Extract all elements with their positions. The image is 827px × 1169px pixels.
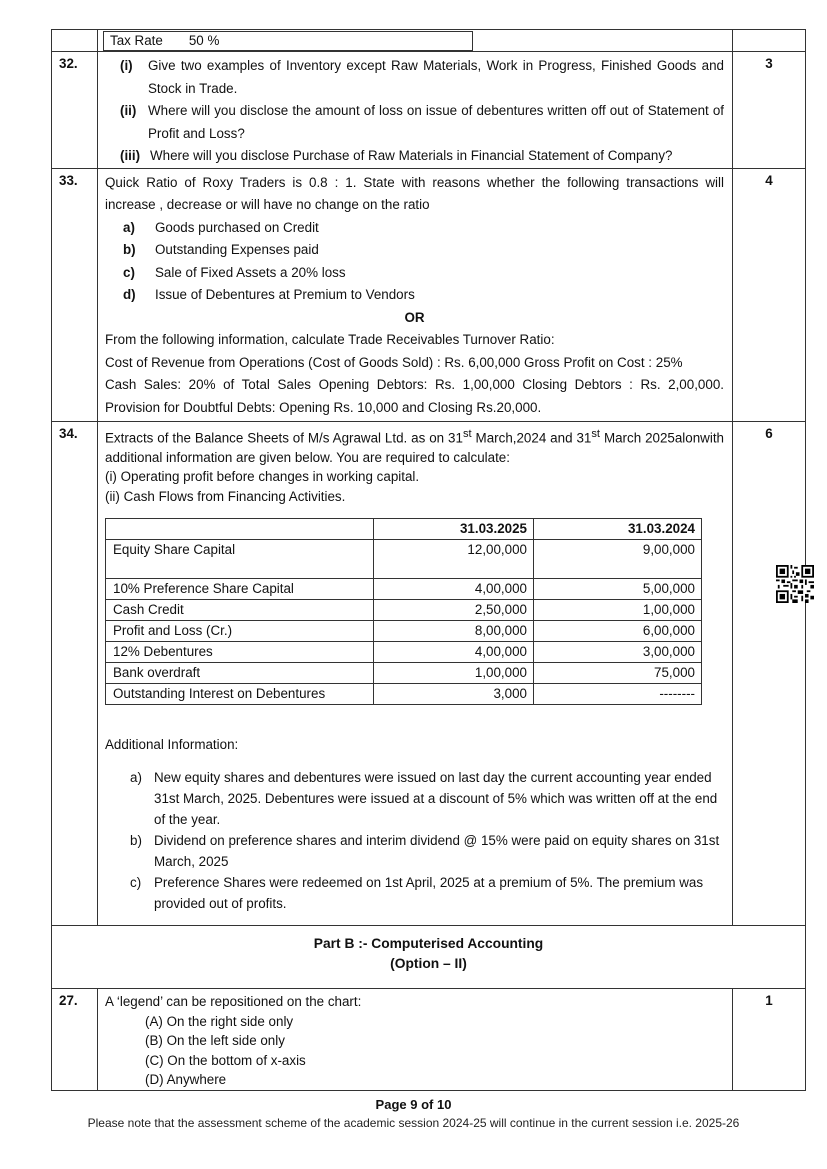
- q32-item-ii: (ii) Where will you disclose the amount of loss on issue of debentures written off out of Statement of Profit and Loss?: [120, 103, 724, 141]
- q33-alt-intro: From the following information, calculate Trade Receivables Turnover Ratio:: [105, 332, 555, 347]
- question-32-row: [52, 52, 806, 169]
- q33-item-d: d) Issue of Debentures at Premium to Vendors: [123, 287, 415, 302]
- part-b-row: [52, 926, 806, 989]
- balance-sheet-table: [105, 518, 702, 705]
- table-row: Profit and Loss (Cr.) 8,00,000 6,00,000: [106, 621, 702, 642]
- page-number: Page 9 of 10: [375, 1097, 452, 1112]
- q33-alt-line1: Cost of Revenue from Operations (Cost of Goods Sold) : Rs. 6,00,000 Gross Profit on Cost : 25%: [105, 354, 683, 370]
- q33-alt-line2: Cash Sales: 20% of Total Sales Opening Debtors: Rs. 1,00,000 Closing Debtors : Rs. 2,00,000. Provision for Doubtful Debts: Opening Rs. 10,000 and Closing Rs.20,000.: [105, 377, 724, 415]
- question-number: 27.: [52, 989, 98, 1091]
- question-marks: 6: [733, 422, 806, 926]
- additional-info-item: b) Dividend on preference shares and interim dividend @ 15% were paid on equity shares on 31st March, 2025: [130, 832, 720, 869]
- additional-info-item: c) Preference Shares were redeemed on 1st April, 2025 at a premium of 5%. The premium was provided out of profits.: [130, 874, 704, 911]
- question-marks: 4: [733, 168, 806, 422]
- question-27-row: [52, 989, 806, 1091]
- q32-item-iii: (iii) Where will you disclose Purchase of Raw Materials in Financial Statement of Company?: [120, 148, 673, 163]
- q27-options: [105, 1012, 724, 1090]
- q33-item-c: c) Sale of Fixed Assets a 20% loss: [123, 264, 346, 280]
- footer-note: Please note that the assessment scheme of the academic session 2024-25 will continue in the current session i.e. 2025-26: [87, 1116, 740, 1130]
- option-d: (D) Anywhere: [145, 1072, 227, 1087]
- option-c: (C) On the bottom of x-axis: [145, 1052, 306, 1068]
- part-b-header: [52, 926, 806, 989]
- question-33-row: [52, 168, 806, 422]
- question-27-body: [98, 989, 733, 1091]
- tax-rate-label: Tax Rate: [110, 33, 163, 48]
- col-2025: 31.03.2025: [374, 519, 534, 540]
- question-number: 32.: [52, 52, 98, 169]
- q32-item-i: (i) Give two examples of Inventory except Raw Materials, Work in Progress, Finished Goods and Stock in Trade.: [120, 58, 724, 96]
- question-table: [51, 29, 806, 1091]
- question-number: 34.: [52, 422, 98, 926]
- table-row: Outstanding Interest on Debentures 3,000 --------: [106, 684, 702, 705]
- table-row: Equity Share Capital 12,00,000 9,00,000: [106, 540, 702, 579]
- q34-requirement-2: (ii) Cash Flows from Financing Activities.: [105, 488, 346, 504]
- qr-code-icon: [776, 565, 814, 603]
- or-separator: OR: [404, 309, 425, 325]
- col-2024: 31.03.2024: [534, 519, 702, 540]
- question-marks: 3: [733, 52, 806, 169]
- question-marks: 1: [733, 989, 806, 1091]
- question-34-body: [98, 422, 733, 926]
- q34-intro: Extracts of the Balance Sheets of M/s Agrawal Ltd. as on 31st March,2024 and 31st March 2025alonwith additional information are given below. You are required to calculate:: [105, 428, 724, 465]
- tax-rate-box: [103, 31, 473, 51]
- option-b: (B) On the left side only: [145, 1033, 285, 1048]
- tax-rate-value: 50 %: [188, 33, 220, 48]
- table-row: 12% Debentures 4,00,000 3,00,000: [106, 642, 702, 663]
- q33-item-b: b) Outstanding Expenses paid: [123, 242, 319, 257]
- tax-rate-row: [52, 30, 806, 52]
- q34-requirement-1: (i) Operating profit before changes in working capital.: [105, 469, 420, 485]
- part-b-title: Part B :- Computerised Accounting: [313, 936, 544, 951]
- table-row: Cash Credit 2,50,000 1,00,000: [106, 600, 702, 621]
- option-a: (A) On the right side only: [145, 1013, 294, 1029]
- table-row: Bank overdraft 1,00,000 75,000: [106, 663, 702, 684]
- additional-info-item: a) New equity shares and debentures were issued on last day the current accounting year ended 31st March, 2025. Debentures were issued at a discount of 5% which was written off at the end of the year.: [130, 769, 718, 827]
- q27-question: A ‘legend’ can be repositioned on the chart:: [105, 994, 362, 1009]
- question-33-body: [98, 168, 733, 422]
- part-b-subtitle: (Option – II): [390, 956, 467, 971]
- balance-sheet-header: [106, 519, 702, 540]
- table-row: 10% Preference Share Capital 4,00,000 5,00,000: [106, 579, 702, 600]
- question-32-body: [98, 52, 733, 169]
- q33-item-a: a) Goods purchased on Credit: [123, 219, 319, 235]
- question-34-row: [52, 422, 806, 926]
- question-number: 33.: [52, 168, 98, 422]
- q33-intro: Quick Ratio of Roxy Traders is 0.8 : 1. State with reasons whether the following transactions will increase , decrease or will have no change on the ratio: [105, 174, 724, 212]
- additional-info-title: Additional Information:: [105, 737, 239, 753]
